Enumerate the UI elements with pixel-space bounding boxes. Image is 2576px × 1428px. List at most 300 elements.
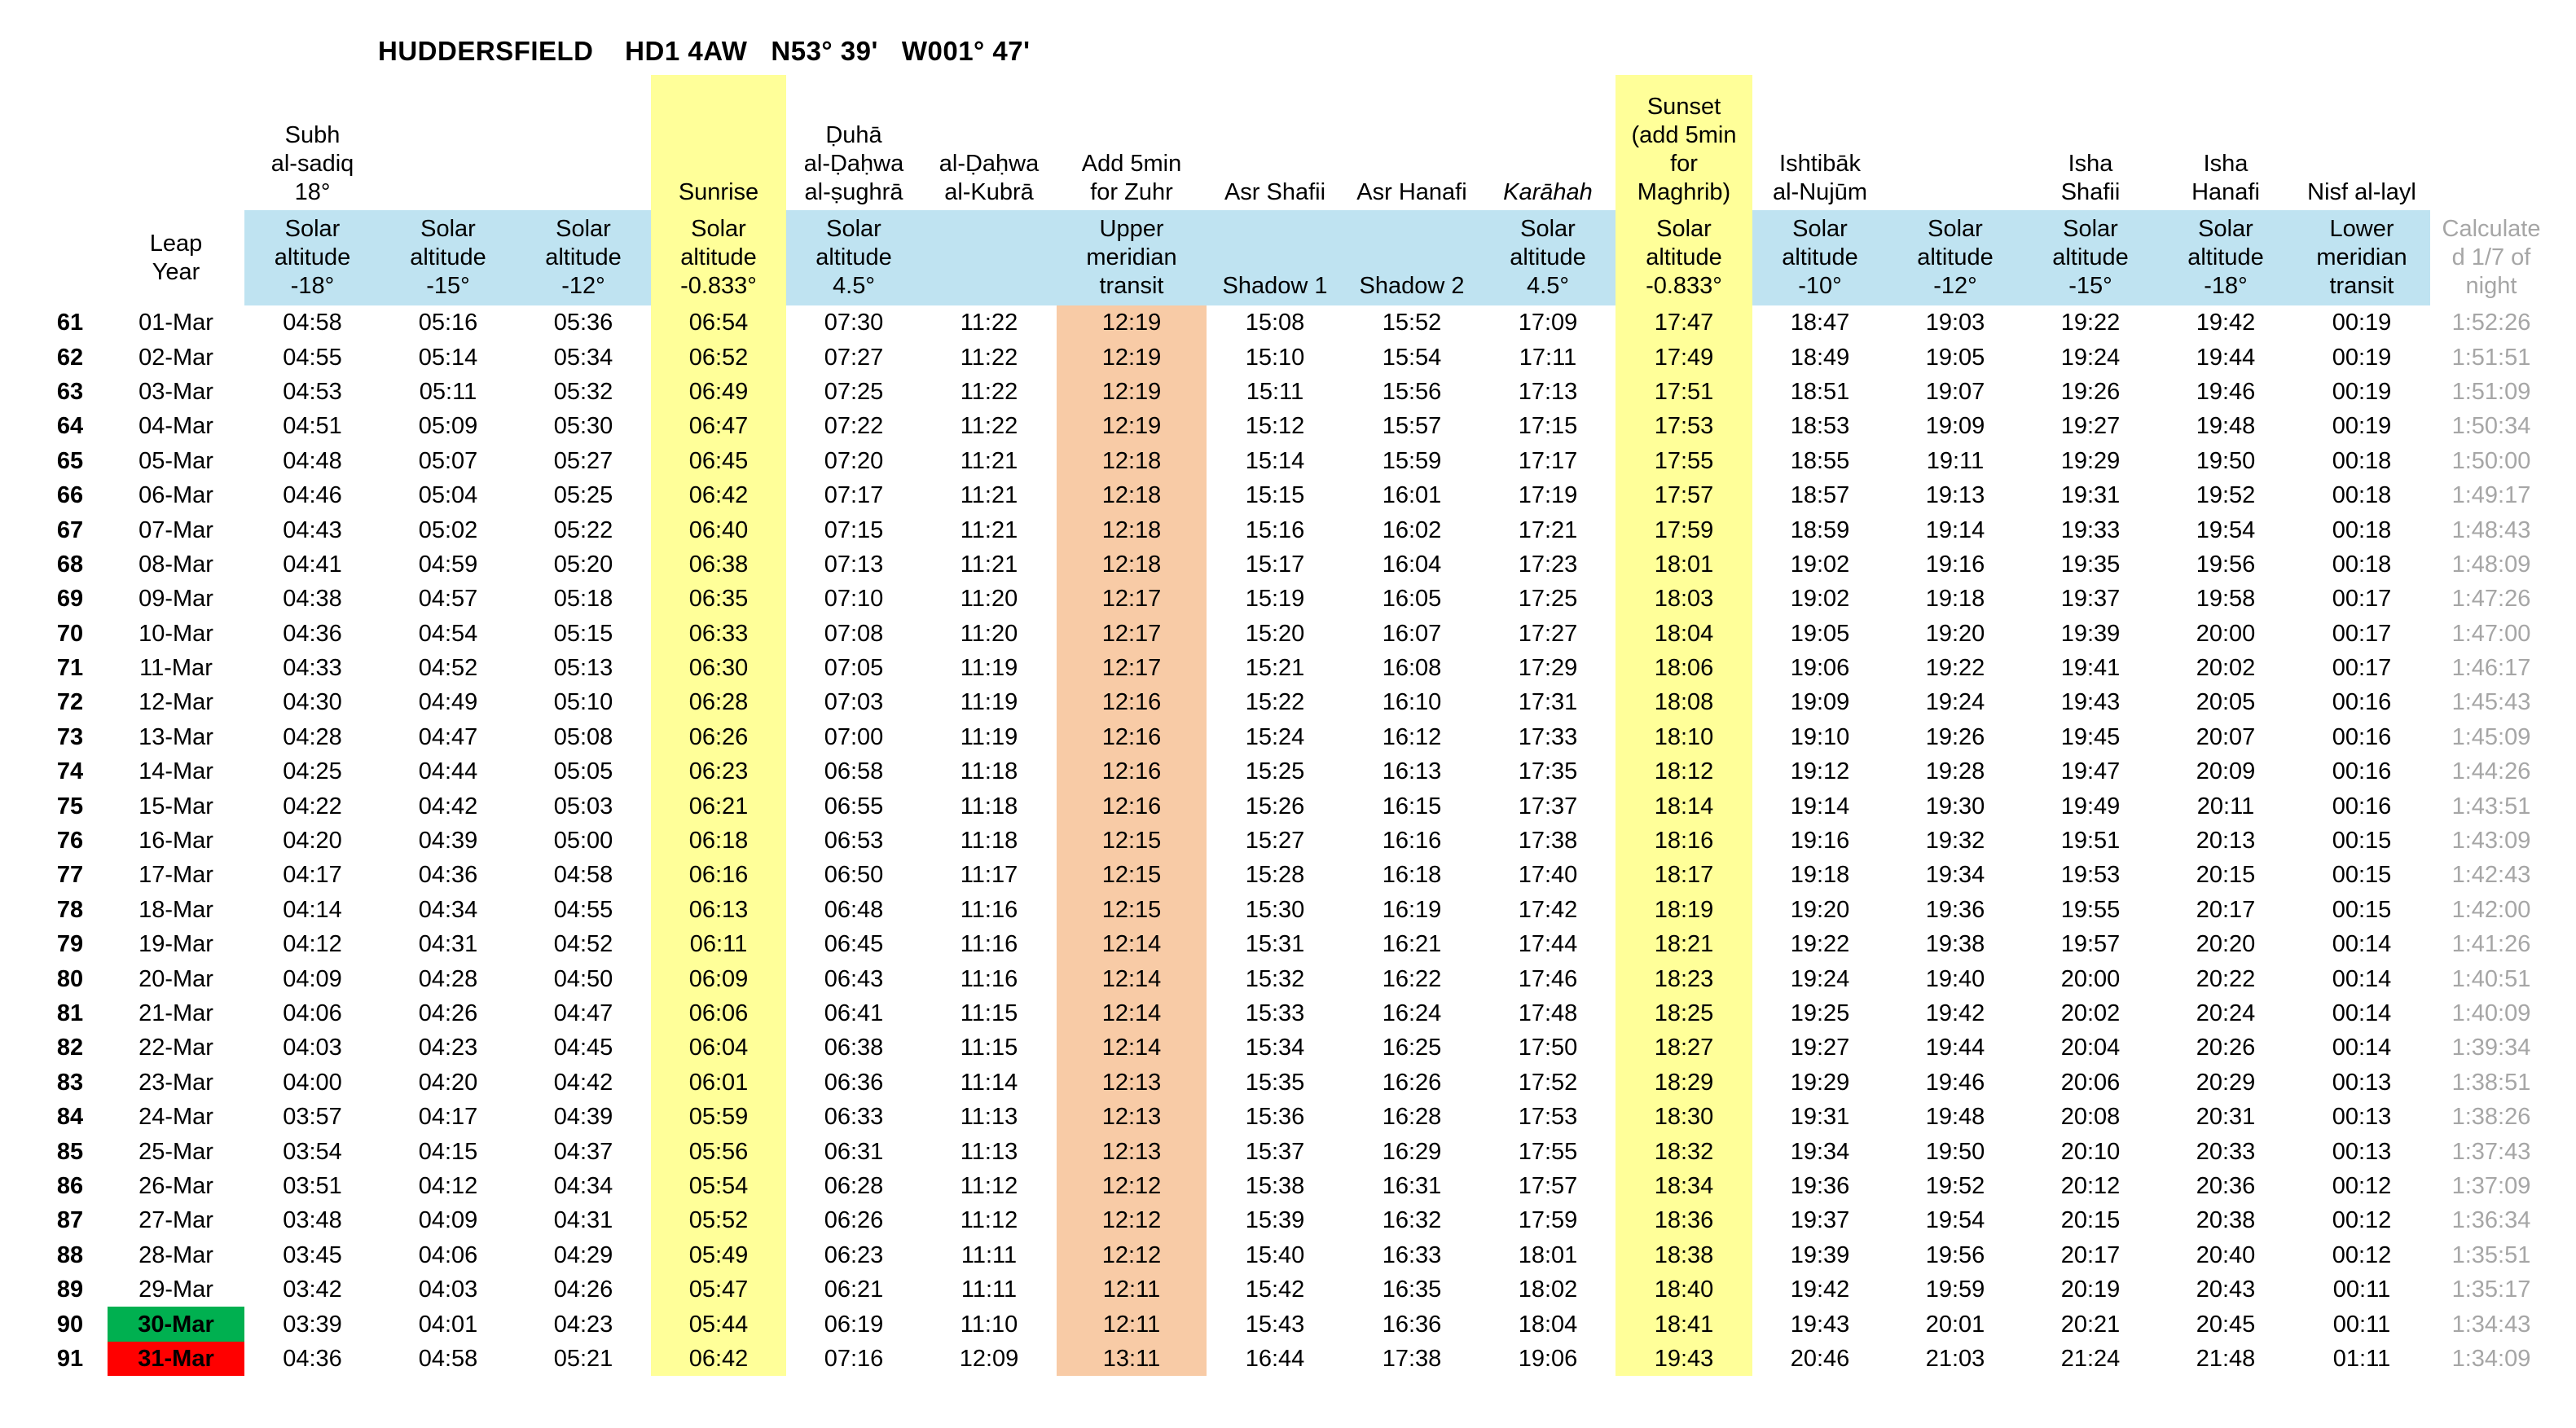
isha-shafii-cell: 19:31 [2060, 482, 2121, 509]
nisf-al-layl-cell: 00:12 [2332, 1172, 2392, 1199]
solar-minus-12-evening-cell: 19:56 [1925, 1241, 1985, 1268]
leap-year-date-cell: 26-Mar [138, 1172, 213, 1199]
table-row [33, 478, 2552, 512]
solar-minus-12-evening-cell: 19:59 [1925, 1276, 1985, 1303]
header-sub-sunrise: Solar altitude -0.833° [651, 210, 786, 305]
sunset-cell: 18:17 [1615, 858, 1752, 892]
ishtibak-nujum-cell: 19:20 [1790, 896, 1850, 923]
solar-minus-15-cell: 04:42 [418, 793, 478, 819]
solar-minus-15-cell: 04:12 [418, 1172, 478, 1199]
calculated-seventh-of-night-cell: 1:40:51 [2451, 965, 2531, 992]
table-row [33, 340, 2552, 374]
solar-minus-12-evening-cell: 19:11 [1926, 447, 1985, 474]
zuhr-transit-cell: 12:19 [1057, 340, 1207, 374]
dahwa-kubra-cell: 11:11 [961, 1241, 1018, 1268]
header-sub-karahah: Solar altitude 4.5° [1480, 210, 1615, 305]
header-top-calculated-seventh-of-night [2430, 75, 2552, 210]
isha-shafii-cell: 20:19 [2060, 1276, 2121, 1303]
solar-minus-12-cell: 05:18 [553, 586, 613, 613]
leap-year-date-cell: 27-Mar [138, 1207, 213, 1234]
leap-year-date-cell: 25-Mar [138, 1138, 213, 1165]
solar-minus-12-evening-cell: 19:40 [1925, 965, 1985, 992]
leap-year-date-cell: 28-Mar [138, 1241, 213, 1268]
asr-hanafi-cell: 15:52 [1382, 310, 1442, 336]
solar-minus-12-cell: 05:13 [553, 655, 613, 682]
duha-sughra-cell: 07:10 [824, 586, 884, 613]
solar-minus-12-cell: 05:15 [553, 620, 613, 647]
calculated-seventh-of-night-cell: 1:48:09 [2451, 551, 2531, 578]
day-number-cell: 64 [56, 413, 84, 440]
zuhr-transit-cell: 12:13 [1057, 1100, 1207, 1134]
solar-minus-12-evening-cell: 19:44 [1925, 1035, 1985, 1061]
zuhr-transit-cell: 12:19 [1057, 375, 1207, 409]
dahwa-kubra-cell: 11:16 [960, 931, 1018, 958]
table-row [33, 858, 2552, 892]
subh-sadiq-cell: 04:55 [283, 344, 342, 371]
nisf-al-layl-cell: 00:17 [2332, 620, 2392, 647]
isha-shafii-cell: 20:04 [2060, 1035, 2121, 1061]
dahwa-kubra-cell: 11:20 [960, 620, 1018, 647]
karahah-cell: 17:52 [1518, 1069, 1578, 1096]
solar-minus-15-cell: 04:23 [418, 1035, 478, 1061]
asr-hanafi-cell: 16:25 [1382, 1035, 1442, 1061]
karahah-cell: 17:17 [1518, 447, 1578, 474]
sunrise-cell: 06:13 [651, 893, 786, 927]
zuhr-transit-cell: 12:15 [1057, 858, 1207, 892]
asr-shafii-cell: 15:27 [1245, 828, 1305, 855]
subh-sadiq-cell: 03:57 [283, 1104, 342, 1131]
asr-shafii-cell: 15:28 [1245, 862, 1305, 889]
sunset-cell: 18:27 [1615, 1030, 1752, 1065]
solar-minus-15-cell: 04:54 [418, 620, 478, 647]
karahah-cell: 17:46 [1518, 965, 1578, 992]
subh-sadiq-cell: 04:43 [283, 516, 342, 543]
nisf-al-layl-cell: 00:14 [2332, 1035, 2392, 1061]
solar-minus-15-cell: 05:11 [419, 378, 477, 405]
isha-shafii-cell: 19:33 [2060, 516, 2121, 543]
sunrise-cell: 06:42 [651, 478, 786, 512]
ishtibak-nujum-cell: 19:36 [1790, 1172, 1850, 1199]
leap-year-date-cell: 11-Mar [139, 655, 213, 682]
sunset-cell: 17:55 [1615, 444, 1752, 478]
dahwa-kubra-cell: 11:22 [960, 344, 1018, 371]
ishtibak-nujum-cell: 18:57 [1790, 482, 1850, 509]
karahah-cell: 17:27 [1518, 620, 1578, 647]
calculated-seventh-of-night-cell: 1:35:17 [2451, 1276, 2531, 1303]
duha-sughra-cell: 06:33 [824, 1104, 884, 1131]
header-sub-isha-hanafi: Solar altitude -18° [2158, 210, 2293, 305]
karahah-cell: 17:55 [1518, 1138, 1578, 1165]
asr-hanafi-cell: 16:33 [1382, 1241, 1442, 1268]
zuhr-transit-cell: 12:18 [1057, 444, 1207, 478]
solar-minus-15-cell: 04:34 [418, 896, 478, 923]
solar-minus-12-cell: 04:29 [553, 1241, 613, 1268]
solar-minus-12-evening-cell: 19:50 [1925, 1138, 1985, 1165]
solar-minus-12-cell: 04:34 [553, 1172, 613, 1199]
asr-hanafi-cell: 16:29 [1382, 1138, 1442, 1165]
nisf-al-layl-cell: 00:16 [2332, 793, 2392, 819]
solar-minus-15-cell: 05:14 [418, 344, 478, 371]
asr-shafii-cell: 15:30 [1245, 896, 1305, 923]
nisf-al-layl-cell: 00:16 [2332, 758, 2392, 785]
table-row [33, 685, 2552, 719]
solar-minus-15-cell: 04:03 [418, 1276, 478, 1303]
calculated-seventh-of-night-cell: 1:39:34 [2451, 1035, 2531, 1061]
table-row [33, 1169, 2552, 1203]
asr-shafii-cell: 15:17 [1245, 551, 1305, 578]
karahah-cell: 17:38 [1518, 828, 1578, 855]
table-row [33, 617, 2552, 651]
calculated-seventh-of-night-cell: 1:38:26 [2451, 1104, 2531, 1131]
table-row [33, 927, 2552, 961]
solar-minus-12-cell: 05:32 [553, 378, 613, 405]
table-row [33, 375, 2552, 409]
zuhr-transit-cell: 12:16 [1057, 789, 1207, 823]
solar-minus-12-evening-cell: 19:32 [1925, 828, 1985, 855]
sunrise-cell: 06:49 [651, 375, 786, 409]
leap-year-date-cell: 14-Mar [138, 758, 213, 785]
subh-sadiq-cell: 04:30 [283, 689, 342, 716]
subh-sadiq-cell: 04:51 [283, 413, 342, 440]
leap-year-date-cell: 24-Mar [138, 1104, 213, 1131]
isha-hanafi-cell: 19:44 [2196, 344, 2256, 371]
duha-sughra-cell: 06:28 [824, 1172, 884, 1199]
header-top-isha-shafii: Isha Shafii [2060, 151, 2121, 205]
solar-minus-15-cell: 05:04 [418, 482, 478, 509]
header-top-sunset: Sunset (add 5min for Maghrib) [1615, 75, 1752, 210]
day-number-cell: 81 [56, 1000, 84, 1026]
solar-minus-12-cell: 04:26 [553, 1276, 613, 1303]
nisf-al-layl-cell: 00:12 [2332, 1241, 2392, 1268]
karahah-cell: 18:04 [1518, 1311, 1578, 1338]
zuhr-transit-cell: 12:19 [1057, 409, 1207, 443]
header-top-ishtibak-nujum: Ishtibāk al-Nujūm [1772, 151, 1868, 205]
asr-hanafi-cell: 16:26 [1382, 1069, 1442, 1096]
header-top-nisf-al-layl: Nisf al-layl [2307, 179, 2416, 205]
leap-year-date-cell: 29-Mar [138, 1276, 213, 1303]
asr-shafii-cell: 15:12 [1245, 413, 1305, 440]
solar-minus-15-cell: 04:06 [418, 1241, 478, 1268]
sunset-cell: 17:59 [1615, 512, 1752, 547]
dahwa-kubra-cell: 11:18 [960, 758, 1018, 785]
subh-sadiq-cell: 04:46 [283, 482, 342, 509]
karahah-cell: 17:59 [1518, 1207, 1578, 1234]
solar-minus-15-cell: 04:36 [418, 862, 478, 889]
table-row [33, 1238, 2552, 1272]
zuhr-transit-cell: 12:14 [1057, 1030, 1207, 1065]
solar-minus-15-cell: 04:20 [418, 1069, 478, 1096]
day-number-cell: 90 [56, 1311, 84, 1338]
sunrise-cell: 06:54 [651, 305, 786, 340]
nisf-al-layl-cell: 00:18 [2332, 482, 2392, 509]
dahwa-kubra-cell: 11:17 [960, 862, 1018, 889]
asr-shafii-cell: 15:22 [1245, 689, 1305, 716]
calculated-seventh-of-night-cell: 1:51:51 [2451, 344, 2531, 371]
header-sub-asr-hanafi: Shadow 2 [1343, 210, 1480, 305]
asr-hanafi-cell: 15:56 [1382, 378, 1442, 405]
leap-year-date-cell: 02-Mar [138, 344, 213, 371]
zuhr-transit-cell: 12:11 [1057, 1272, 1207, 1307]
isha-shafii-cell: 19:37 [2060, 586, 2121, 613]
karahah-cell: 18:02 [1518, 1276, 1578, 1303]
asr-shafii-cell: 15:16 [1245, 516, 1305, 543]
dahwa-kubra-cell: 11:21 [960, 482, 1018, 509]
sunrise-cell: 06:42 [651, 1342, 786, 1376]
asr-hanafi-cell: 16:18 [1382, 862, 1442, 889]
day-number-cell: 63 [56, 378, 84, 405]
leap-year-date-cell: 30-Mar [108, 1307, 244, 1341]
solar-minus-12-evening-cell: 19:09 [1925, 413, 1985, 440]
leap-year-date-cell: 31-Mar [108, 1342, 244, 1376]
zuhr-transit-cell: 12:16 [1057, 754, 1207, 789]
asr-hanafi-cell: 16:21 [1382, 931, 1442, 958]
solar-minus-12-evening-cell: 19:36 [1925, 896, 1985, 923]
nisf-al-layl-cell: 00:15 [2332, 896, 2392, 923]
sunset-cell: 18:23 [1615, 961, 1752, 995]
header-sub-sunset: Solar altitude -0.833° [1615, 210, 1752, 305]
karahah-cell: 17:40 [1518, 862, 1578, 889]
isha-hanafi-cell: 20:13 [2196, 828, 2256, 855]
solar-minus-12-cell: 05:20 [553, 551, 613, 578]
asr-hanafi-cell: 16:15 [1382, 793, 1442, 819]
dahwa-kubra-cell: 11:22 [960, 413, 1018, 440]
day-number-cell: 68 [56, 551, 84, 578]
dahwa-kubra-cell: 11:19 [960, 689, 1018, 716]
karahah-cell: 17:09 [1518, 310, 1578, 336]
dahwa-kubra-cell: 11:20 [960, 586, 1018, 613]
asr-shafii-cell: 15:20 [1245, 620, 1305, 647]
solar-minus-12-evening-cell: 19:30 [1925, 793, 1985, 819]
asr-hanafi-cell: 16:28 [1382, 1104, 1442, 1131]
solar-minus-12-cell: 05:00 [553, 828, 613, 855]
calculated-seventh-of-night-cell: 1:52:26 [2451, 310, 2531, 336]
sunrise-cell: 06:33 [651, 617, 786, 651]
sunrise-cell: 06:23 [651, 754, 786, 789]
solar-minus-12-cell: 05:21 [553, 1345, 613, 1372]
isha-shafii-cell: 19:26 [2060, 378, 2121, 405]
asr-hanafi-cell: 16:22 [1382, 965, 1442, 992]
solar-minus-15-cell: 05:09 [418, 413, 478, 440]
asr-hanafi-cell: 16:24 [1382, 1000, 1442, 1026]
solar-minus-15-cell: 04:58 [418, 1345, 478, 1372]
leap-year-date-cell: 13-Mar [138, 723, 213, 750]
karahah-cell: 17:53 [1518, 1104, 1578, 1131]
dahwa-kubra-cell: 11:16 [960, 896, 1018, 923]
isha-hanafi-cell: 19:54 [2196, 516, 2256, 543]
solar-minus-15-cell: 04:09 [418, 1207, 478, 1234]
solar-minus-12-evening-cell: 19:18 [1925, 586, 1985, 613]
asr-shafii-cell: 15:33 [1245, 1000, 1305, 1026]
solar-minus-15-cell: 04:47 [418, 723, 478, 750]
solar-minus-12-evening-cell: 20:01 [1925, 1311, 1985, 1338]
solar-minus-15-cell: 04:01 [418, 1311, 478, 1338]
header-top-asr-hanafi: Asr Hanafi [1356, 179, 1467, 205]
leap-year-date-cell: 12-Mar [138, 689, 213, 716]
subh-sadiq-cell: 04:28 [283, 723, 342, 750]
day-number-cell: 66 [56, 482, 84, 509]
day-number-cell: 79 [56, 931, 84, 958]
isha-shafii-cell: 19:39 [2060, 620, 2121, 647]
header-sub-nisf-al-layl: Lower meridian transit [2293, 210, 2430, 305]
solar-minus-12-evening-cell: 19:42 [1925, 1000, 1985, 1026]
subh-sadiq-cell: 03:42 [283, 1276, 342, 1303]
asr-shafii-cell: 15:32 [1245, 965, 1305, 992]
duha-sughra-cell: 07:22 [824, 413, 884, 440]
isha-shafii-cell: 19:49 [2060, 793, 2121, 819]
sunset-cell: 18:40 [1615, 1272, 1752, 1307]
sunrise-cell: 06:28 [651, 685, 786, 719]
solar-minus-12-cell: 04:47 [553, 1000, 613, 1026]
solar-minus-12-cell: 05:34 [553, 344, 613, 371]
dahwa-kubra-cell: 11:19 [960, 723, 1018, 750]
leap-year-date-cell: 10-Mar [138, 620, 213, 647]
solar-minus-12-evening-cell: 19:20 [1925, 620, 1985, 647]
zuhr-transit-cell: 12:18 [1057, 512, 1207, 547]
ishtibak-nujum-cell: 19:16 [1790, 828, 1850, 855]
asr-shafii-cell: 15:24 [1245, 723, 1305, 750]
karahah-cell: 17:21 [1518, 516, 1578, 543]
leap-year-date-cell: 23-Mar [138, 1069, 213, 1096]
solar-minus-12-cell: 05:36 [553, 310, 613, 336]
solar-minus-12-evening-cell: 19:22 [1925, 655, 1985, 682]
solar-minus-12-cell: 04:39 [553, 1104, 613, 1131]
ishtibak-nujum-cell: 19:18 [1790, 862, 1850, 889]
day-number-cell: 91 [56, 1345, 84, 1372]
solar-minus-12-evening-cell: 19:46 [1925, 1069, 1985, 1096]
isha-shafii-cell: 20:12 [2060, 1172, 2121, 1199]
calculated-seventh-of-night-cell: 1:37:43 [2451, 1138, 2531, 1165]
leap-year-date-cell: 17-Mar [138, 862, 213, 889]
solar-minus-12-cell: 04:31 [553, 1207, 613, 1234]
isha-hanafi-cell: 20:43 [2196, 1276, 2256, 1303]
ishtibak-nujum-cell: 18:53 [1790, 413, 1850, 440]
solar-minus-12-cell: 05:22 [553, 516, 613, 543]
karahah-cell: 17:35 [1518, 758, 1578, 785]
leap-year-date-cell: 07-Mar [138, 516, 213, 543]
asr-hanafi-cell: 16:31 [1382, 1172, 1442, 1199]
duha-sughra-cell: 06:31 [824, 1138, 884, 1165]
nisf-al-layl-cell: 00:11 [2332, 1311, 2391, 1338]
solar-minus-12-evening-cell: 19:05 [1925, 344, 1985, 371]
nisf-al-layl-cell: 00:18 [2332, 516, 2392, 543]
sunset-cell: 18:06 [1615, 651, 1752, 685]
nisf-al-layl-cell: 00:18 [2332, 551, 2392, 578]
asr-hanafi-cell: 15:59 [1382, 447, 1442, 474]
isha-hanafi-cell: 20:36 [2196, 1172, 2256, 1199]
duha-sughra-cell: 06:21 [824, 1276, 884, 1303]
isha-hanafi-cell: 19:42 [2196, 310, 2256, 336]
duha-sughra-cell: 07:05 [824, 655, 884, 682]
isha-shafii-cell: 19:55 [2060, 896, 2121, 923]
solar-minus-12-evening-cell: 19:34 [1925, 862, 1985, 889]
header-top-zuhr-transit: Add 5min for Zuhr [1081, 151, 1182, 205]
asr-hanafi-cell: 16:04 [1382, 551, 1442, 578]
zuhr-transit-cell: 12:11 [1057, 1307, 1207, 1341]
solar-minus-12-cell: 04:42 [553, 1069, 613, 1096]
table-row [33, 582, 2552, 616]
day-number-cell: 82 [56, 1035, 84, 1061]
day-number-cell: 78 [56, 896, 84, 923]
ishtibak-nujum-cell: 19:37 [1790, 1207, 1850, 1234]
duha-sughra-cell: 07:03 [824, 689, 884, 716]
sunset-cell: 17:47 [1615, 305, 1752, 340]
calculated-seventh-of-night-cell: 1:41:26 [2451, 931, 2531, 958]
zuhr-transit-cell: 12:16 [1057, 720, 1207, 754]
asr-shafii-cell: 15:38 [1245, 1172, 1305, 1199]
ishtibak-nujum-cell: 19:06 [1790, 655, 1850, 682]
isha-hanafi-cell: 20:31 [2196, 1104, 2256, 1131]
asr-shafii-cell: 15:39 [1245, 1207, 1305, 1234]
solar-minus-12-cell: 05:05 [553, 758, 613, 785]
duha-sughra-cell: 07:27 [824, 344, 884, 371]
sunrise-cell: 06:04 [651, 1030, 786, 1065]
ishtibak-nujum-cell: 19:31 [1790, 1104, 1850, 1131]
zuhr-transit-cell: 12:13 [1057, 1134, 1207, 1168]
header-sub-zuhr-transit: Upper meridian transit [1057, 210, 1207, 305]
asr-shafii-cell: 15:40 [1245, 1241, 1305, 1268]
karahah-cell: 17:42 [1518, 896, 1578, 923]
header-top-asr-shafii: Asr Shafii [1224, 179, 1326, 205]
header-top-dahwa-kubra: al-Ḍaḥwa al-Kubrā [939, 151, 1040, 205]
zuhr-transit-cell: 13:11 [1057, 1342, 1207, 1376]
isha-hanafi-cell: 20:07 [2196, 723, 2256, 750]
isha-hanafi-cell: 19:58 [2196, 586, 2256, 613]
solar-minus-12-evening-cell: 19:52 [1925, 1172, 1985, 1199]
karahah-cell: 17:44 [1518, 931, 1578, 958]
nisf-al-layl-cell: 00:13 [2332, 1104, 2392, 1131]
sunrise-cell: 06:30 [651, 651, 786, 685]
asr-hanafi-cell: 16:08 [1382, 655, 1442, 682]
solar-minus-15-cell: 04:39 [418, 828, 478, 855]
calculated-seventh-of-night-cell: 1:42:43 [2451, 862, 2531, 889]
solar-minus-12-evening-cell: 21:03 [1925, 1345, 1985, 1372]
solar-minus-12-cell: 04:50 [553, 965, 613, 992]
table-row [33, 1307, 2552, 1341]
asr-shafii-cell: 15:11 [1246, 378, 1304, 405]
sunrise-cell: 06:01 [651, 1066, 786, 1100]
solar-minus-15-cell: 04:57 [418, 586, 478, 613]
table-row [33, 1203, 2552, 1237]
nisf-al-layl-cell: 01:11 [2332, 1345, 2391, 1372]
duha-sughra-cell: 07:15 [824, 516, 884, 543]
calculated-seventh-of-night-cell: 1:44:26 [2451, 758, 2531, 785]
leap-year-date-cell: 03-Mar [138, 378, 213, 405]
sunset-cell: 18:04 [1615, 617, 1752, 651]
header-top-karahah: Karāhah [1503, 179, 1593, 205]
zuhr-transit-cell: 12:17 [1057, 582, 1207, 616]
solar-minus-12-cell: 04:52 [553, 931, 613, 958]
table-row [33, 651, 2552, 685]
leap-year-date-cell: 15-Mar [138, 793, 213, 819]
solar-minus-12-cell: 05:08 [553, 723, 613, 750]
ishtibak-nujum-cell: 19:10 [1790, 723, 1850, 750]
solar-minus-12-evening-cell: 19:14 [1925, 516, 1985, 543]
sunrise-cell: 06:35 [651, 582, 786, 616]
dahwa-kubra-cell: 11:16 [960, 965, 1018, 992]
day-number-cell: 76 [56, 828, 84, 855]
duha-sughra-cell: 06:26 [824, 1207, 884, 1234]
sunset-cell: 18:29 [1615, 1066, 1752, 1100]
day-number-cell: 83 [56, 1069, 84, 1096]
subh-sadiq-cell: 04:36 [283, 620, 342, 647]
solar-minus-12-evening-cell: 19:26 [1925, 723, 1985, 750]
asr-shafii-cell: 15:37 [1245, 1138, 1305, 1165]
isha-shafii-cell: 19:47 [2060, 758, 2121, 785]
nisf-al-layl-cell: 00:14 [2332, 965, 2392, 992]
header-sub-ishtibak-nujum: Solar altitude -10° [1752, 210, 1888, 305]
karahah-cell: 17:48 [1518, 1000, 1578, 1026]
asr-hanafi-cell: 16:16 [1382, 828, 1442, 855]
